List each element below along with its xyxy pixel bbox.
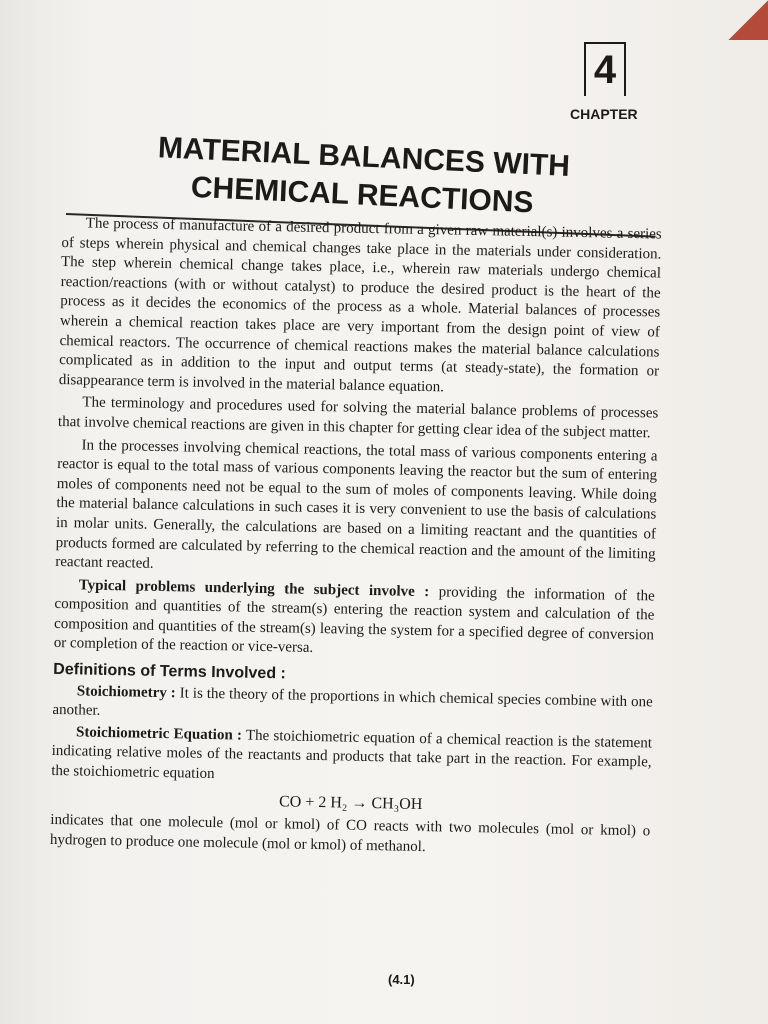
paragraph-terminology: The terminology and procedures used for solving the material balance problems of processes that involve chemical reactions are given in this chapter for getting clear idea of the subject matter. (57, 394, 659, 442)
paragraph-mass-balance: In the processes involving chemical reactions, the total mass of various components entering a reactor is equal to the total mass of various components leaving the reactor but the sum of entering moles of components need not be equal to the sum of moles of components leaving. While doing the material balance calculations in such cases it is very convenient to use the basis of calculations in molar units. Generally, the calculations are based on a limiting reactant and the quantities of products formed are calculated by referring to the chemical reaction and the amount of the limiting reactant reacted. (55, 436, 658, 572)
chapter-number-box (584, 42, 626, 96)
chapter-number: 4 (593, 47, 617, 92)
paragraph-intro: The process of manufacture of a desired product from a given raw material(s) involves a series of steps wherein physical and chemical changes take place in the materials under consideration. The step wherein chemical change takes place, i.e., wherein raw materials undergo chemical reaction/reactions (with or without catalyst) to produce the desired product is the heart of the process as it decides the economics of the process as a whole. Material balances of processes wherein a chemical reaction takes place are very important from the design point of view of chemical reactors. The occurrence of chemical reactions makes the material balance calculations complicated as in addition to the input and output terms (at steady-state), the formation or disappearance term is involved in the material balance equation. (58, 215, 662, 396)
typical-problems-text: providing the information of the composition and quantities of the stream(s) entering the reaction system and calculation of the composition and quantities of the stream(s) leaving the system for a specified degree of conversion or completion of the reaction or vice-versa. (53, 583, 655, 657)
page-number: (4.1) (388, 972, 415, 987)
definition-stoichiometric-equation (51, 723, 652, 793)
chapter-title-line-1: MATERIAL BALANCES WITH (157, 131, 571, 183)
book-cover-corner (728, 0, 768, 40)
stoichiometric-equation-text: The stoichiometric equation of a chemical reaction is the statement indicating relative moles of the reactants and products that take part in the reaction. For example, the stoichiometric equation (51, 727, 653, 783)
stoichiometry-text: It is the theory of the proportions in which chemical species combine with one another. (52, 684, 653, 720)
chapter-label: CHAPTER (570, 106, 638, 122)
chapter-title-line-2: CHEMICAL REACTIONS (190, 170, 535, 220)
definitions-heading: Definitions of Terms Involved : (53, 660, 286, 683)
paragraph-equation-explanation: indicates that one molecule (mol or kmol) of CO reacts with two molecules (mol or kmol) o hydrogen to produce one molecule (mol or kmol) of methanol. (49, 812, 651, 855)
typical-problems-lead: Typical problems underlying the subject involve : (78, 577, 430, 600)
stoichiometric-equation-term: Stoichiometric Equation : (75, 724, 243, 744)
paragraph-typical-problems (54, 576, 655, 666)
methanol-equation: CO + 2 H₂ → CH₃OH (278, 792, 423, 813)
body-text (50, 214, 662, 862)
stoichiometry-term: Stoichiometry : (76, 683, 176, 701)
